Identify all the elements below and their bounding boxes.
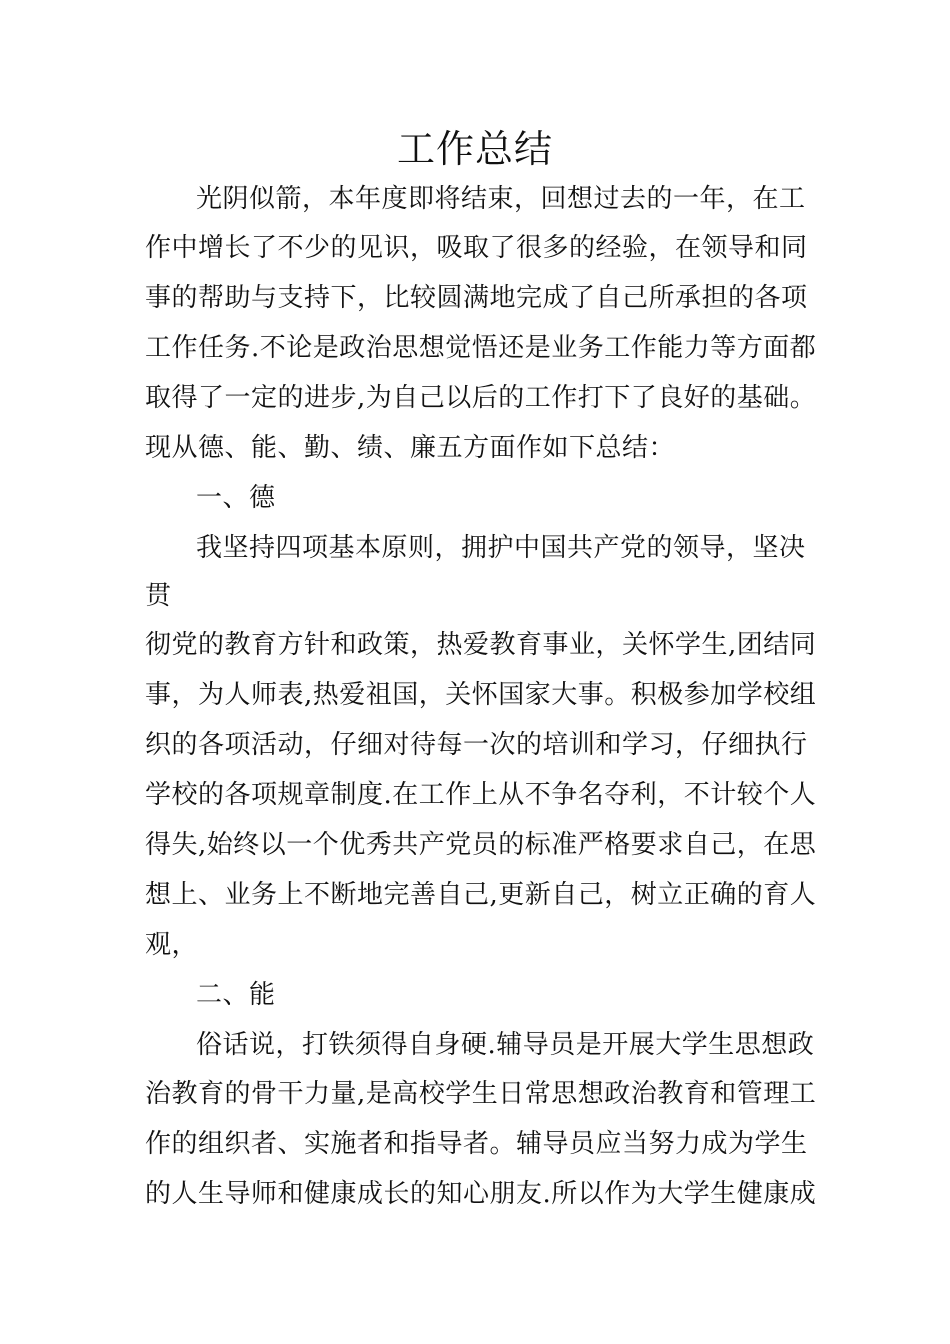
paragraph-line: 事的帮助与支持下，比较圆满地完成了自己所承担的各项 xyxy=(145,283,808,313)
paragraph-line: 我坚持四项基本原则，拥护中国共产党的领导，坚决 xyxy=(196,533,806,563)
paragraph-line: 作的组织者、实施者和指导者。辅导员应当努力成为学生 xyxy=(145,1129,808,1159)
paragraph-line: 光阴似箭，本年度即将结束，回想过去的一年，在工 xyxy=(196,184,806,214)
paragraph-line: 治教育的骨干力量,是高校学生日常思想政治教育和管理工 xyxy=(145,1079,817,1109)
document-title: 工作总结 xyxy=(396,127,553,171)
paragraph-line: 工作任务.不论是政治思想觉悟还是业务工作能力等方面都 xyxy=(145,333,817,363)
paragraph-line: 俗话说，打铁须得自身硬.辅导员是开展大学生思想政 xyxy=(196,1030,815,1060)
paragraph-line: 得失,始终以一个优秀共产党员的标准严格要求自己，在思 xyxy=(145,830,817,860)
paragraph-line: 作中增长了不少的见识，吸取了很多的经验，在领导和同 xyxy=(145,233,808,263)
paragraph-line: 学校的各项规章制度.在工作上从不争名夺利，不计较个人 xyxy=(145,780,817,810)
paragraph-line: 事，为人师表,热爱祖国，关怀国家大事。积极参加学校组 xyxy=(145,680,817,710)
paragraph-line: 贯 xyxy=(145,581,172,611)
section-heading-de: 一、德 xyxy=(196,483,276,513)
paragraph-line: 取得了一定的进步,为自己以后的工作打下了良好的基础。 xyxy=(145,383,817,413)
paragraph-line: 现从德、能、勤、绩、廉五方面作如下总结： xyxy=(145,433,676,463)
paragraph-line: 观， xyxy=(145,930,199,960)
paragraph-line: 的人生导师和健康成长的知心朋友.所以作为大学生健康成 xyxy=(145,1179,817,1209)
section-heading-neng: 二、能 xyxy=(196,980,276,1010)
paragraph-line: 织的各项活动，仔细对待每一次的培训和学习，仔细执行 xyxy=(145,730,808,760)
paragraph-line: 彻党的教育方针和政策，热爱教育事业，关怀学生,团结同 xyxy=(145,630,817,660)
paragraph-line: 想上、业务上不断地完善自己,更新自己，树立正确的育人 xyxy=(145,880,817,910)
